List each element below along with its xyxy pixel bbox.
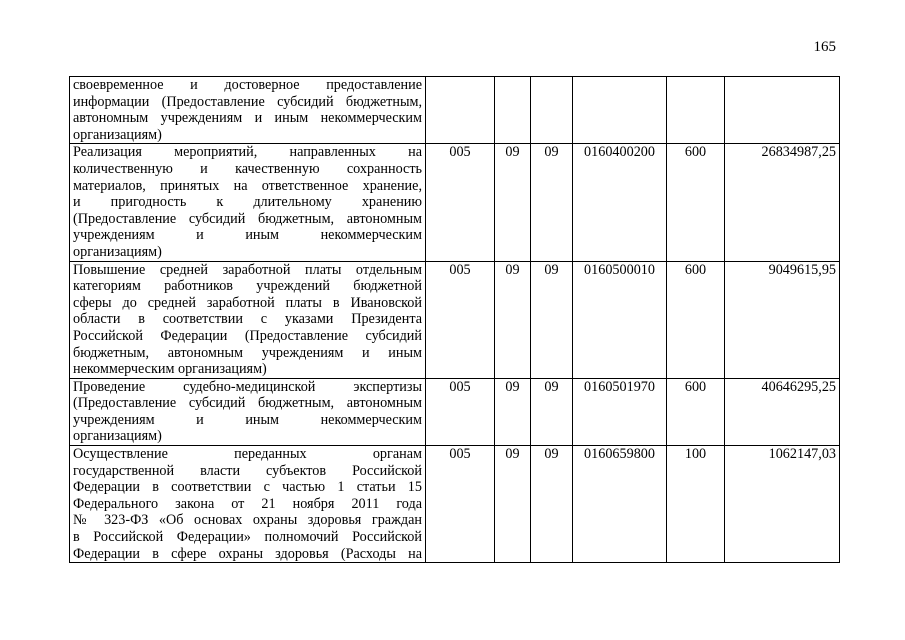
cell-subsection: 09: [531, 378, 573, 445]
cell-amount: 9049615,95: [725, 261, 840, 378]
cell-section: 09: [495, 446, 531, 563]
cell-target-article: 0160501970: [573, 378, 667, 445]
description-line: организациям): [73, 428, 162, 445]
description-line: Федерального закона от 21 ноября 2011 года: [73, 495, 422, 512]
cell-subsection: [531, 77, 573, 144]
cell-amount: 1062147,03: [725, 446, 840, 563]
description-line: сферы до средней заработной платы в Ивановской: [73, 294, 422, 311]
cell-section: [495, 77, 531, 144]
cell-description: [70, 446, 426, 563]
cell-amount: [725, 77, 840, 144]
cell-target-article: 0160400200: [573, 144, 667, 261]
cell-grbs: 005: [426, 446, 495, 563]
description-line: организациям): [73, 243, 162, 260]
table-row: [70, 378, 840, 445]
description-line: автономным учреждениям и иным некоммерческим: [73, 110, 422, 127]
cell-expense-type: 600: [667, 378, 725, 445]
cell-grbs: [426, 77, 495, 144]
cell-expense-type: 100: [667, 446, 725, 563]
description-line: области в соответствии с указами Президента: [73, 311, 422, 328]
description-line: своевременное и достоверное предоставление: [73, 77, 422, 93]
description-line: государственной власти субъектов Российской: [73, 462, 422, 479]
description-line: (Предоставление субсидий бюджетным, автономным: [73, 210, 422, 227]
cell-section: 09: [495, 378, 531, 445]
description-line: бюджетным, автономным учреждениям и иным: [73, 344, 422, 361]
cell-subsection: 09: [531, 261, 573, 378]
description-line: (Предоставление субсидий бюджетным, автономным: [73, 395, 422, 412]
table-row: [70, 446, 840, 563]
cell-subsection: 09: [531, 446, 573, 563]
cell-description: [70, 378, 426, 445]
cell-amount: 26834987,25: [725, 144, 840, 261]
description-line: материалов, принятых на ответственное хранение,: [73, 177, 422, 194]
cell-description: [70, 77, 426, 144]
description-line: Федерации в соответствии с частью 1 статьи 15: [73, 479, 422, 496]
cell-section: 09: [495, 261, 531, 378]
cell-target-article: [573, 77, 667, 144]
cell-subsection: 09: [531, 144, 573, 261]
cell-description: [70, 144, 426, 261]
description-line: категориям работников учреждений бюджетной: [73, 278, 422, 295]
description-line: Федерации в сфере охраны здоровья (Расходы на: [73, 545, 422, 562]
cell-grbs: 005: [426, 144, 495, 261]
description-line: Реализация мероприятий, направленных на: [73, 144, 422, 161]
description-line: учреждениям и иным некоммерческим: [73, 411, 422, 428]
description-line: количественную и качественную сохранность: [73, 160, 422, 177]
description-line: некоммерческим организациям): [73, 361, 267, 378]
description-line: и пригодность к длительному хранению: [73, 194, 422, 211]
cell-grbs: 005: [426, 378, 495, 445]
description-line: № 323-ФЗ «Об основах охраны здоровья граждан: [73, 512, 422, 529]
description-line: Повышение средней заработной платы отдельным: [73, 261, 422, 278]
cell-grbs: 005: [426, 261, 495, 378]
cell-target-article: 0160659800: [573, 446, 667, 563]
table-row: [70, 261, 840, 378]
cell-section: 09: [495, 144, 531, 261]
description-line: Проведение судебно-медицинской экспертизы: [73, 378, 422, 395]
description-line: информации (Предоставление субсидий бюджетным,: [73, 93, 422, 110]
description-line: учреждениям и иным некоммерческим: [73, 227, 422, 244]
description-line: организациям): [73, 126, 162, 143]
cell-target-article: 0160500010: [573, 261, 667, 378]
page-number: 165: [813, 39, 836, 55]
budget-table: [69, 76, 840, 563]
cell-expense-type: [667, 77, 725, 144]
description-line: Российской Федерации (Предоставление субсидий: [73, 327, 422, 344]
cell-amount: 40646295,25: [725, 378, 840, 445]
description-line: в Российской Федерации» полномочий Российской: [73, 529, 422, 546]
cell-expense-type: 600: [667, 261, 725, 378]
cell-expense-type: 600: [667, 144, 725, 261]
table-row: [70, 77, 840, 144]
description-line: Осуществление переданных органам: [73, 446, 422, 463]
cell-description: [70, 261, 426, 378]
table-row: [70, 144, 840, 261]
